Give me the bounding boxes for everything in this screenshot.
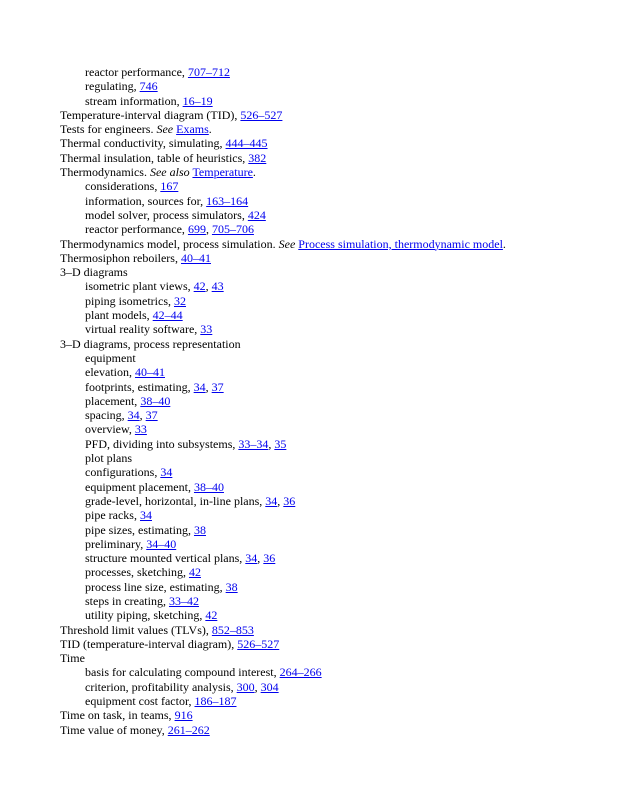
index-entry bbox=[60, 122, 620, 136]
page-reference-link[interactable]: 34 bbox=[139, 508, 152, 523]
entry-term: equipment bbox=[85, 350, 136, 365]
entry-term: information, sources for, bbox=[85, 193, 207, 208]
index-page bbox=[60, 65, 620, 737]
page-reference-link[interactable]: 264–266 bbox=[279, 665, 322, 680]
index-subentry bbox=[60, 508, 620, 522]
page-reference-link[interactable]: 34 bbox=[127, 408, 140, 423]
entry-term: virtual reality software, bbox=[85, 322, 201, 337]
page-reference-link[interactable]: 43 bbox=[211, 279, 224, 294]
page-reference-link[interactable]: 42 bbox=[205, 608, 218, 623]
page-reference-link[interactable]: 34 bbox=[160, 465, 173, 480]
index-subentry bbox=[60, 194, 620, 208]
page-reference-link[interactable]: 444–445 bbox=[225, 136, 268, 151]
entry-term: equipment cost factor, bbox=[85, 694, 195, 709]
entry-suffix: . bbox=[502, 236, 506, 251]
index-entry bbox=[60, 136, 620, 150]
page-reference-link[interactable]: 38–40 bbox=[193, 479, 224, 494]
entry-term: Thermodynamics. bbox=[60, 165, 150, 180]
entry-term: Thermodynamics model, process simulation. bbox=[60, 236, 279, 251]
page-reference-link[interactable]: 37 bbox=[145, 408, 158, 423]
index-subentry: footprints, estimating, 34, 37 bbox=[85, 379, 224, 394]
index-subentry bbox=[60, 65, 620, 79]
page-reference-link[interactable]: 707–712 bbox=[187, 65, 230, 79]
page-reference-link[interactable]: 33–34 bbox=[238, 436, 269, 451]
page-reference-link[interactable]: 42–44 bbox=[152, 308, 183, 323]
index-entry bbox=[60, 151, 620, 165]
page-reference-link[interactable]: 16–19 bbox=[182, 93, 213, 108]
page-reference-link[interactable]: 424 bbox=[247, 207, 266, 222]
index-subentry bbox=[60, 465, 620, 479]
page-reference-link[interactable]: 167 bbox=[160, 179, 179, 194]
index-entry bbox=[60, 108, 620, 122]
page-reference-link[interactable]: 40–41 bbox=[180, 250, 211, 265]
page-reference-link[interactable]: 34 bbox=[265, 493, 278, 508]
page-reference-link[interactable]: 33–42 bbox=[168, 593, 199, 608]
page-reference-link[interactable]: 36 bbox=[283, 493, 296, 508]
entry-term: PFD, dividing into subsystems, bbox=[85, 436, 239, 451]
index-subentry: PFD, dividing into subsystems, 33–34, 35 bbox=[85, 436, 287, 451]
entry-term: 3–D diagrams bbox=[60, 265, 128, 280]
see-reference-label: See bbox=[278, 236, 296, 251]
index-subentry bbox=[60, 594, 620, 608]
page-reference-link[interactable]: 261–262 bbox=[167, 722, 210, 737]
index-subentry bbox=[60, 565, 620, 579]
entry-term: Time value of money, bbox=[60, 722, 168, 737]
page-reference-link[interactable]: 38 bbox=[193, 522, 206, 537]
index-entry bbox=[60, 165, 620, 179]
entry-term: equipment placement, bbox=[85, 479, 194, 494]
page-reference-link[interactable]: 705–706 bbox=[211, 222, 254, 237]
index-subentry bbox=[60, 422, 620, 436]
index-entry bbox=[60, 237, 620, 251]
entry-term: pipe racks, bbox=[85, 508, 140, 523]
entry-term: reactor performance, bbox=[85, 65, 188, 79]
index-entry bbox=[60, 623, 620, 637]
page-reference-link[interactable]: 300 bbox=[236, 679, 255, 694]
page-reference-link[interactable]: Exams bbox=[176, 122, 209, 137]
page-reference-link[interactable]: 526–527 bbox=[237, 636, 280, 651]
entry-term: model solver, process simulators, bbox=[85, 207, 248, 222]
index-subentry bbox=[60, 523, 620, 537]
index-subentry: isometric plant views, 42, 43 bbox=[85, 279, 224, 294]
page-reference-link[interactable]: 746 bbox=[139, 79, 158, 94]
index-entry bbox=[60, 251, 620, 265]
entry-term: Thermal conductivity, simulating, bbox=[60, 136, 226, 151]
entry-term: footprints, estimating, bbox=[85, 379, 194, 394]
index-subentry bbox=[60, 580, 620, 594]
index-entry bbox=[60, 637, 620, 651]
page-reference-link[interactable]: 526–527 bbox=[240, 107, 283, 122]
entry-term: Tests for engineers. bbox=[60, 122, 157, 137]
page-reference-link[interactable]: 699 bbox=[187, 222, 206, 237]
index-subentry: spacing, 34, 37 bbox=[85, 408, 158, 423]
page-reference-link[interactable]: 186–187 bbox=[194, 694, 237, 709]
entry-term: regulating, bbox=[85, 79, 140, 94]
index-subentry bbox=[60, 208, 620, 222]
page-reference-link[interactable]: 42 bbox=[188, 565, 201, 580]
index-entry bbox=[60, 723, 620, 737]
see-reference-label: See bbox=[156, 122, 174, 137]
index-subentry bbox=[60, 537, 620, 551]
index-subentry: grade-level, horizontal, in-line plans, 34, 36 bbox=[85, 493, 296, 508]
entry-term: preliminary, bbox=[85, 536, 147, 551]
entry-term: plant models, bbox=[85, 308, 153, 323]
page-reference-link[interactable]: 382 bbox=[248, 150, 267, 165]
entry-term: placement, bbox=[85, 393, 141, 408]
see-reference-label: See also bbox=[149, 165, 190, 180]
entry-term: piping isometrics, bbox=[85, 293, 174, 308]
page-reference-link[interactable]: 34–40 bbox=[146, 536, 177, 551]
index-entry bbox=[60, 337, 620, 351]
index-subentry bbox=[60, 694, 620, 708]
entry-term: Thermosiphon reboilers, bbox=[60, 250, 181, 265]
page-reference-link[interactable]: 37 bbox=[211, 379, 224, 394]
index-subentry bbox=[60, 94, 620, 108]
entry-term: plot plans bbox=[85, 451, 132, 466]
index-subentry bbox=[60, 308, 620, 322]
index-entry bbox=[60, 265, 620, 279]
index-subentry bbox=[60, 179, 620, 193]
page-reference-link[interactable]: 33 bbox=[134, 422, 147, 437]
index-entry bbox=[60, 651, 620, 665]
index-subentry: reactor performance, 699, 705–706 bbox=[85, 222, 254, 237]
index-subentry bbox=[60, 79, 620, 93]
entry-term: Time on task, in teams, bbox=[60, 708, 175, 723]
page-reference-link[interactable]: 38–40 bbox=[140, 393, 171, 408]
entry-term: utility piping, sketching, bbox=[85, 608, 206, 623]
index-subentry: criterion, profitability analysis, 300, 304 bbox=[85, 679, 279, 694]
entry-term: grade-level, horizontal, in-line plans, bbox=[85, 493, 266, 508]
page-reference-link[interactable]: 36 bbox=[263, 551, 276, 566]
index-subentry bbox=[60, 351, 620, 365]
entry-term: reactor performance, bbox=[85, 222, 188, 237]
entry-term: structure mounted vertical plans, bbox=[85, 551, 246, 566]
entry-term: TID (temperature-interval diagram), bbox=[60, 636, 238, 651]
entry-term: process line size, estimating, bbox=[85, 579, 226, 594]
entry-term: steps in creating, bbox=[85, 593, 169, 608]
page-reference-link[interactable]: 163–164 bbox=[206, 193, 249, 208]
index-subentry bbox=[60, 608, 620, 622]
entry-term: stream information, bbox=[85, 93, 183, 108]
page-reference-link[interactable]: 38 bbox=[225, 579, 238, 594]
entry-term: overview, bbox=[85, 422, 135, 437]
entry-suffix: . bbox=[208, 122, 212, 137]
page-reference-link[interactable]: Process simulation, thermodynamic model bbox=[298, 236, 503, 251]
page-reference-link[interactable]: 34 bbox=[193, 379, 206, 394]
index-subentry: structure mounted vertical plans, 34, 36 bbox=[85, 551, 276, 566]
page-reference-link[interactable]: 33 bbox=[200, 322, 213, 337]
entry-term: pipe sizes, estimating, bbox=[85, 522, 194, 537]
page-reference-link[interactable]: 35 bbox=[274, 436, 287, 451]
entry-term: 3–D diagrams, process representation bbox=[60, 336, 241, 351]
entry-term: basis for calculating compound interest, bbox=[85, 665, 280, 680]
entry-term: spacing, bbox=[85, 408, 128, 423]
entry-term: Threshold limit values (TLVs), bbox=[60, 622, 212, 637]
page-reference-link[interactable]: 852–853 bbox=[211, 622, 254, 637]
index-subentry bbox=[60, 394, 620, 408]
page-reference-link[interactable]: 916 bbox=[174, 708, 193, 723]
entry-term: Temperature-interval diagram (TID), bbox=[60, 107, 241, 122]
entry-term: Time bbox=[60, 651, 85, 666]
index-subentry bbox=[60, 294, 620, 308]
entry-term: criterion, profitability analysis, bbox=[85, 679, 237, 694]
entry-suffix: . bbox=[252, 165, 256, 180]
page-reference-link[interactable]: 304 bbox=[260, 679, 279, 694]
index-subentry bbox=[60, 480, 620, 494]
index-subentry bbox=[60, 665, 620, 679]
entry-term: elevation, bbox=[85, 365, 135, 380]
index-subentry bbox=[60, 451, 620, 465]
page-reference-link[interactable]: 40–41 bbox=[134, 365, 165, 380]
entry-term: Thermal insulation, table of heuristics, bbox=[60, 150, 249, 165]
entry-term: isometric plant views, bbox=[85, 279, 194, 294]
page-reference-link[interactable]: Temperature bbox=[192, 165, 253, 180]
index-entry bbox=[60, 708, 620, 722]
entry-term: configurations, bbox=[85, 465, 161, 480]
index-subentry bbox=[60, 365, 620, 379]
page-reference-link[interactable]: 32 bbox=[174, 293, 186, 308]
entry-term: processes, sketching, bbox=[85, 565, 189, 580]
index-subentry bbox=[60, 322, 620, 336]
entry-term: considerations, bbox=[85, 179, 161, 194]
page-reference-link[interactable]: 34 bbox=[245, 551, 258, 566]
page-reference-link[interactable]: 42 bbox=[193, 279, 206, 294]
